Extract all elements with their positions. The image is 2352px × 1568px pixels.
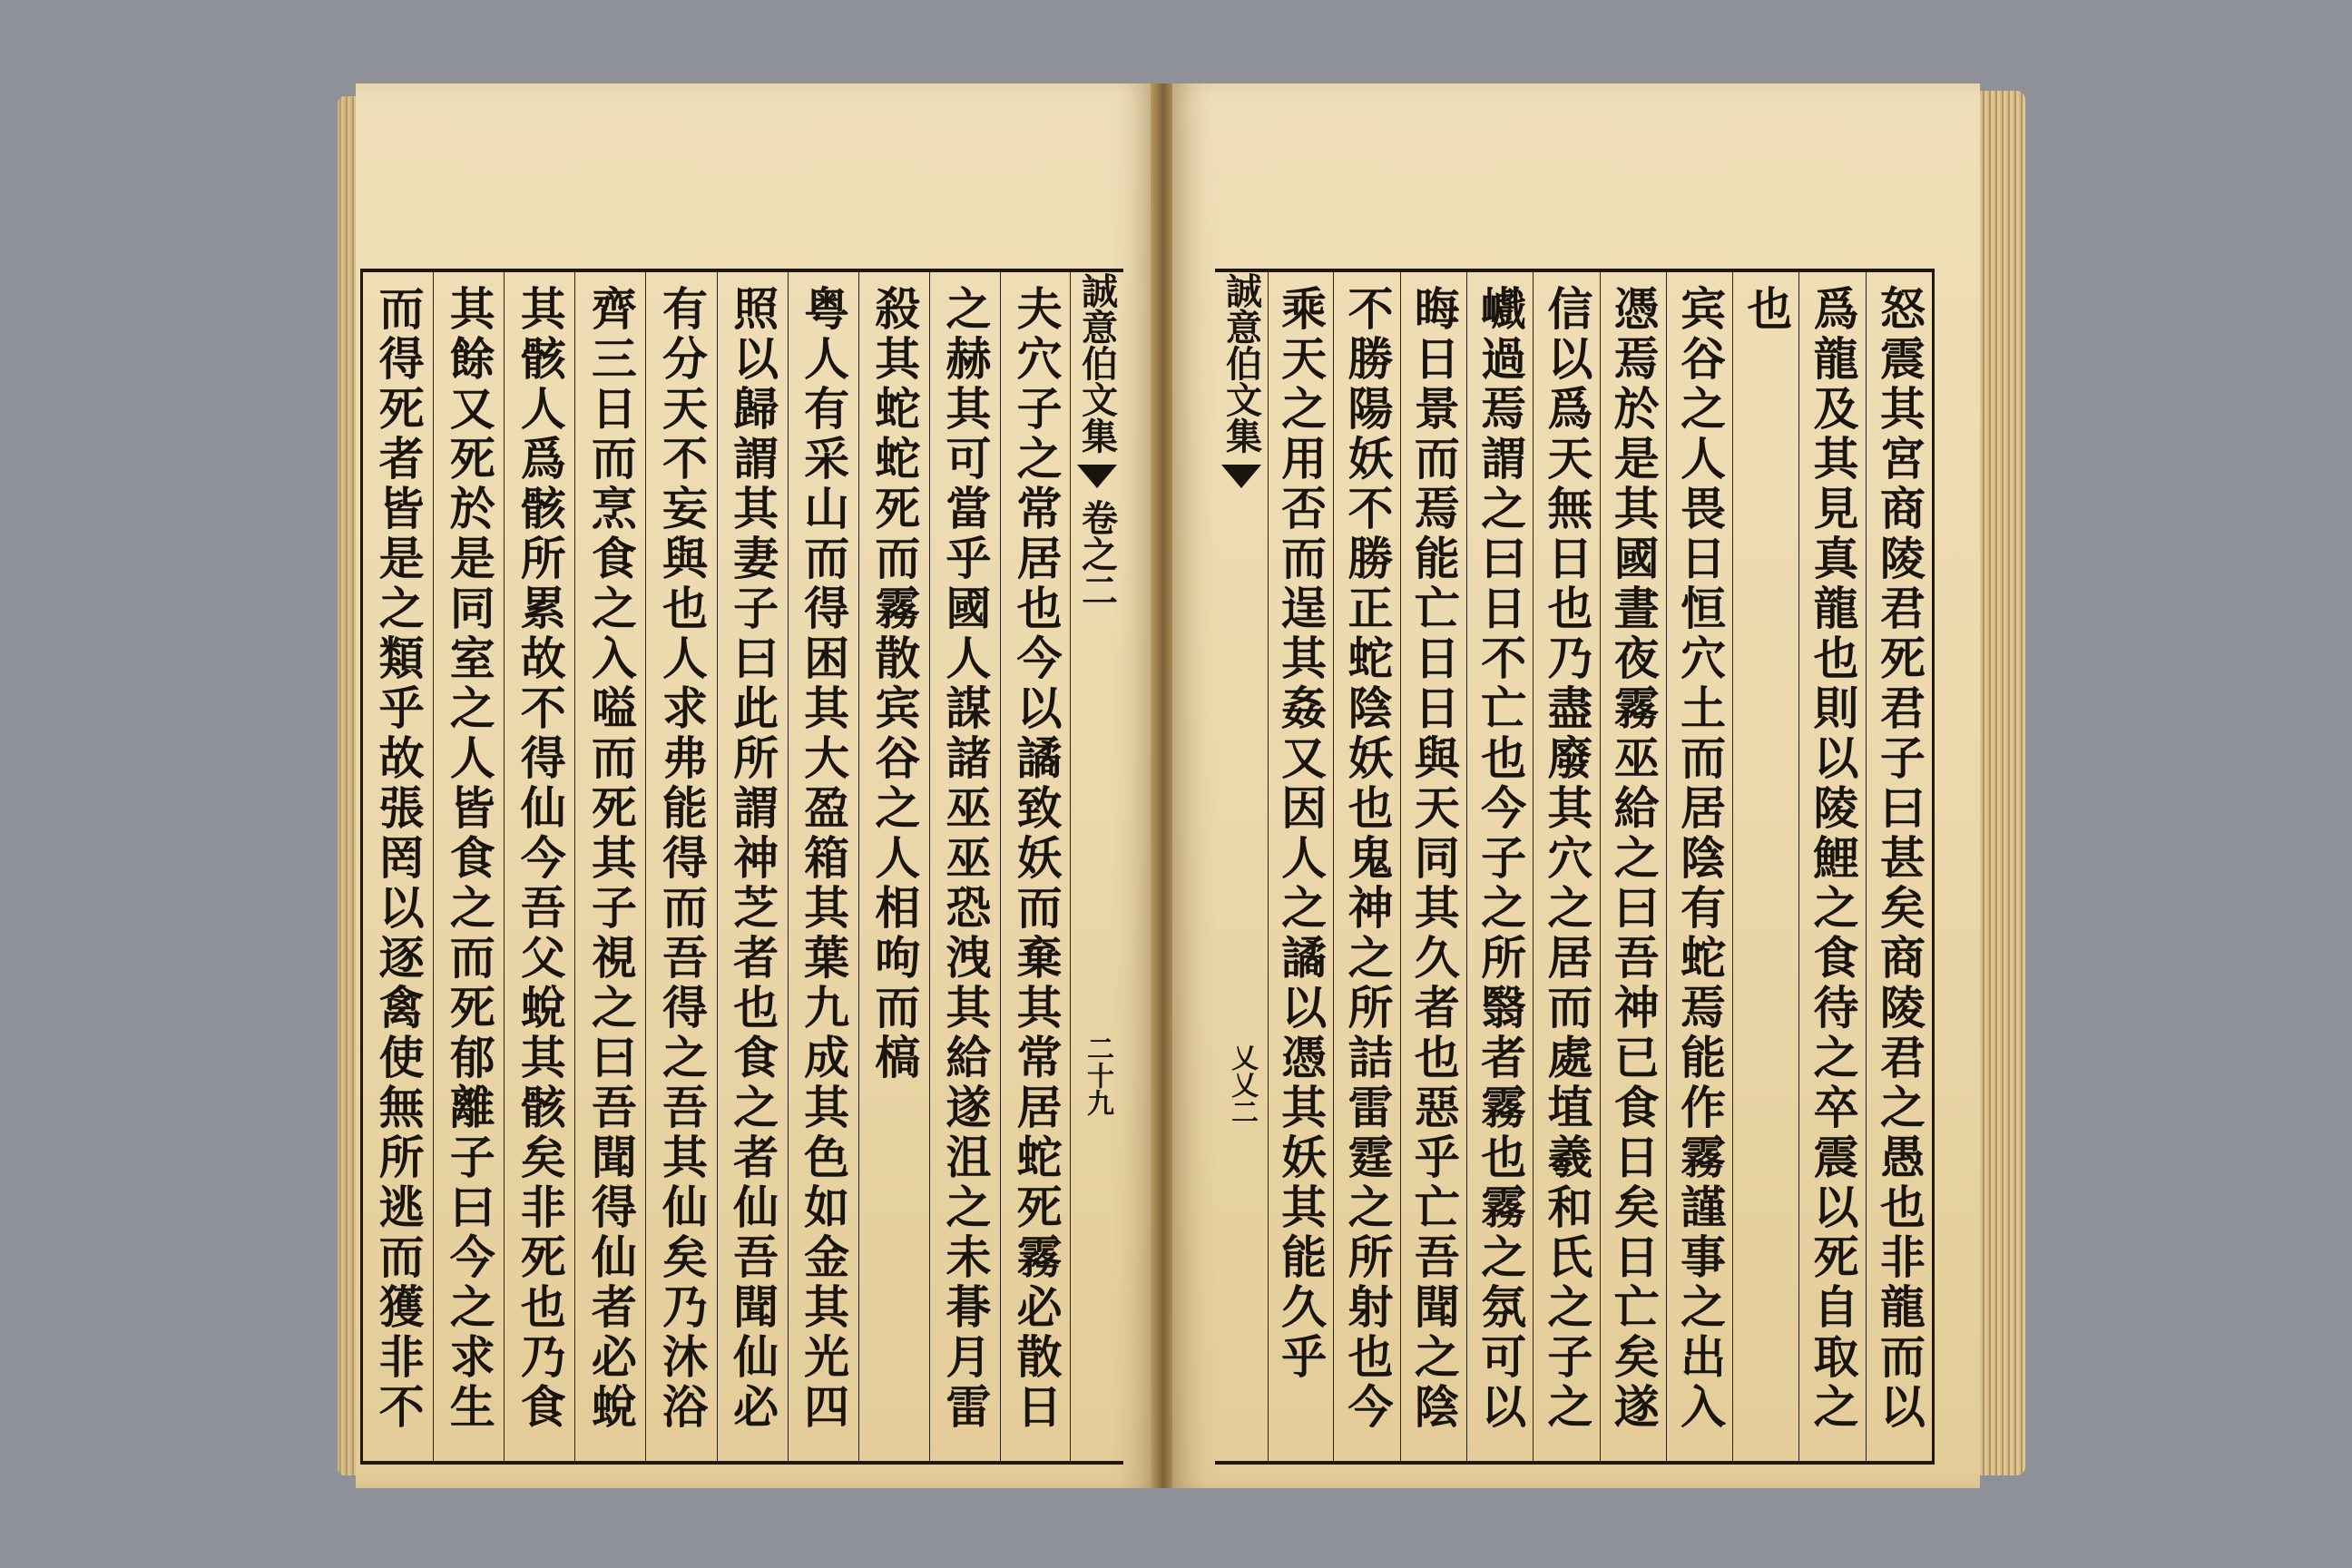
fish-tail-mark — [1221, 465, 1261, 488]
text-column: 粤人有采山而得困其大盈箱其葉九成其色如金其光四 — [788, 272, 858, 1461]
text-column: 其骸人爲骸所累故不得仙今吾父蛻其骸矣非死也乃食 — [504, 272, 574, 1461]
fish-tail-mark — [1077, 465, 1117, 488]
right-columns — [1268, 272, 1932, 1461]
text-column: 殺其蛇蛇死而霧散宾谷之人相呴而槁 — [858, 272, 929, 1461]
text-column: 巇過焉謂之曰日不亡也今子之所翳者霧也霧之氛可以 — [1466, 272, 1533, 1461]
center-column-left — [1070, 272, 1123, 1461]
book-title: 誠意伯文集 — [1220, 272, 1263, 454]
page-number: 二十九 — [1082, 1034, 1113, 1116]
text-column: 爲龍及其見真龍也則以陵鯉之食待之卒震以死自取之 — [1798, 272, 1865, 1461]
page-number: 乂乂二 — [1226, 1044, 1258, 1125]
left-columns — [363, 272, 1071, 1461]
text-column: 信以爲天無日也乃盡廢其穴之居而處埴羲和氏之子之 — [1533, 272, 1599, 1461]
text-column: 怒震其宮商陵君死君子曰甚矣商陵君之愚也非龍而以 — [1866, 272, 1932, 1461]
text-column: 不勝陽妖不勝正蛇陰妖也鬼神之所詰雷霆之所射也今 — [1333, 272, 1399, 1461]
text-column: 宾谷之人畏日恒穴土而居陰有蛇焉能作霧謹事之出入 — [1666, 272, 1732, 1461]
center-column-right — [1215, 272, 1269, 1461]
text-column: 憑焉於是其國晝夜霧巫給之曰吾神已食日矣日亡矣遂 — [1600, 272, 1666, 1461]
text-column: 而得死者皆是之類乎故張罔以逐禽使無所逃而獲非不 — [371, 285, 426, 1433]
text-column: 夫穴子之常居也今以譎致妖而棄其常居蛇死霧必散日 — [1000, 272, 1071, 1461]
left-text-frame — [360, 269, 1123, 1465]
right-page — [1172, 83, 1980, 1488]
text-column: 之赫其可當乎國人謀諸巫巫恐洩其給遂沮之未朞月雷 — [929, 272, 1000, 1461]
book-title: 誠意伯文集 — [1075, 272, 1119, 454]
text-column: 齊三日而烹食之入嗌而死其子視之曰吾聞得仙者必蛻 — [574, 272, 645, 1461]
text-column: 晦日景而焉能亡日日與天同其久者也惡乎亡吾聞之陰 — [1400, 272, 1466, 1461]
volume-label: 卷之二 — [1075, 499, 1119, 608]
text-column: 照以歸謂其妻子曰此所謂神芝者也食之者仙吾聞仙必 — [717, 272, 788, 1461]
text-column: 乘天之用否而逞其姦又因人之譎以憑其妖其能久乎 — [1274, 285, 1328, 1383]
text-column: 其餘又死於是同室之人皆食之而死郁離子曰今之求生 — [433, 272, 504, 1461]
text-column: 也 — [1732, 272, 1798, 1461]
page-edges-right — [1975, 91, 2025, 1475]
open-book — [338, 83, 2025, 1488]
right-text-frame — [1215, 269, 1935, 1465]
left-page — [356, 83, 1154, 1488]
text-column: 有分天不妄與也人求弗能得而吾得之吾其仙矣乃沐浴 — [645, 272, 716, 1461]
